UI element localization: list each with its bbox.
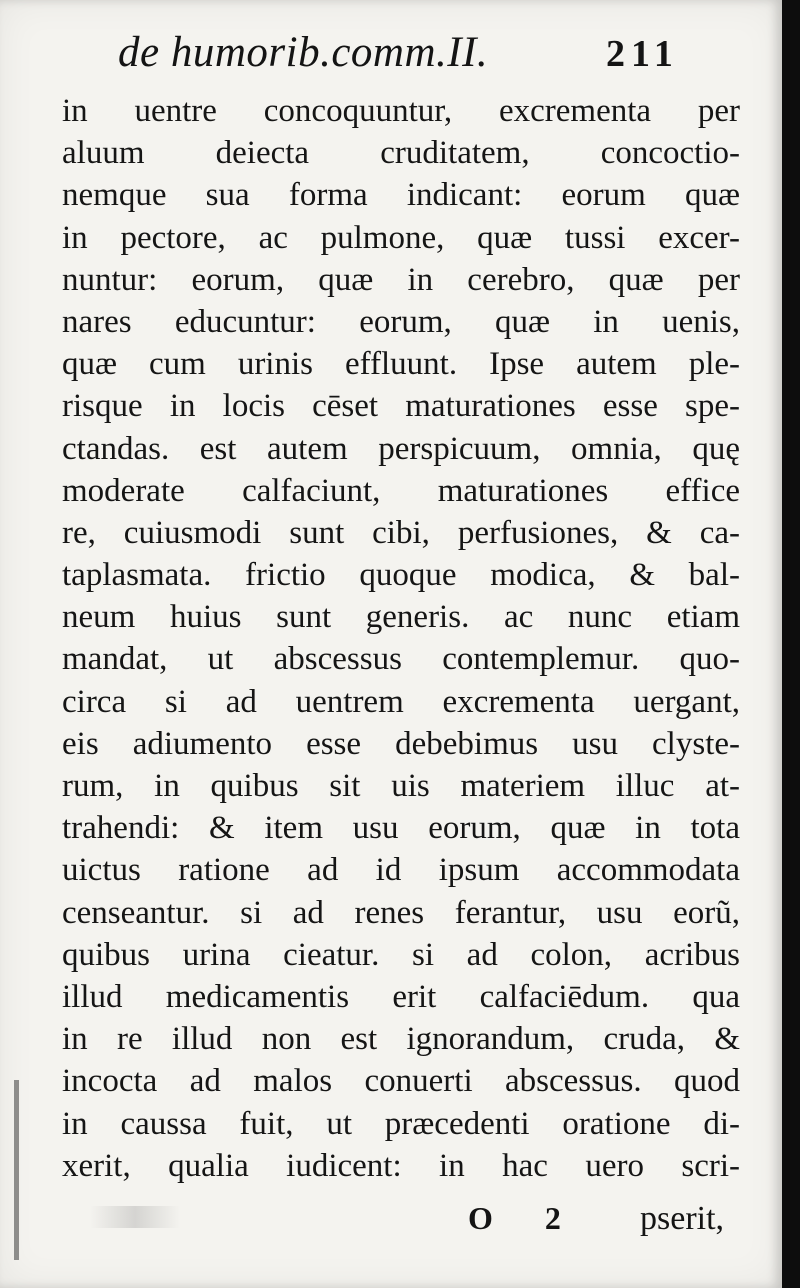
body-text xyxy=(62,90,740,1187)
text-line: uictus ratione ad id ipsum accommodata xyxy=(62,852,740,889)
text-line: nuntur: eorum, quæ in cerebro, quæ per xyxy=(62,261,740,298)
text-line: illud medicamentis erit calfaciēdum. qua xyxy=(62,978,740,1015)
text-line: aluum deiecta cruditatem, concoctio- xyxy=(62,135,740,172)
text-line: in uentre concoquuntur, excrementa per xyxy=(62,93,740,129)
text-line: nares educuntur: eorum, quæ in uenis, xyxy=(62,303,740,340)
text-line: risque in locis cēset maturationes esse spe- xyxy=(62,388,740,425)
text-line: re, cuiusmodi sunt cibi, perfusiones, & ca- xyxy=(62,514,740,551)
text-line: ctandas. est autem perspicuum, omnia, quę xyxy=(62,430,740,467)
text-line: xerit, qualia iudicent: in hac uero scri- xyxy=(62,1147,740,1184)
signature-mark: O 2 xyxy=(468,1200,583,1236)
text-line: censeantur. si ad renes ferantur, usu eorũ, xyxy=(62,894,740,931)
page-edge-background xyxy=(782,0,800,1288)
text-line: quibus urina cieatur. si ad colon, acribus xyxy=(62,936,740,973)
text-line: taplasmata. frictio quoque modica, & bal- xyxy=(62,557,740,594)
text-line: neum huius sunt generis. ac nunc etiam xyxy=(62,599,740,636)
text-line: trahendi: & item usu eorum, quæ in tota xyxy=(62,810,740,847)
text-line: circa si ad uentrem excrementa uergant, xyxy=(62,683,740,720)
text-line: incocta ad malos conuerti abscessus. quod xyxy=(62,1063,740,1100)
catchword: pserit, xyxy=(640,1200,725,1237)
text-line: in re illud non est ignorandum, cruda, & xyxy=(62,1021,740,1058)
page-footer xyxy=(0,1200,782,1260)
text-line: rum, in quibus sit uis materiem illuc at- xyxy=(62,768,740,804)
text-line: eis adiumento esse debebimus usu clyste- xyxy=(62,725,740,762)
running-head: de humorib.comm.II. xyxy=(118,29,489,76)
page-number: 211 xyxy=(606,33,679,75)
page-header xyxy=(0,28,782,88)
text-line: moderate calfaciunt, maturationes effice xyxy=(62,472,740,509)
text-line: quæ cum urinis effluunt. Ipse autem ple- xyxy=(62,346,740,383)
text-line: nemque sua forma indicant: eorum quæ xyxy=(62,177,740,214)
text-line: in pectore, ac pulmone, quæ tussi excer- xyxy=(62,219,740,256)
text-line: in caussa fuit, ut præcedenti oratione di- xyxy=(62,1105,740,1142)
text-line: mandat, ut abscessus contemplemur. quo- xyxy=(62,641,740,678)
